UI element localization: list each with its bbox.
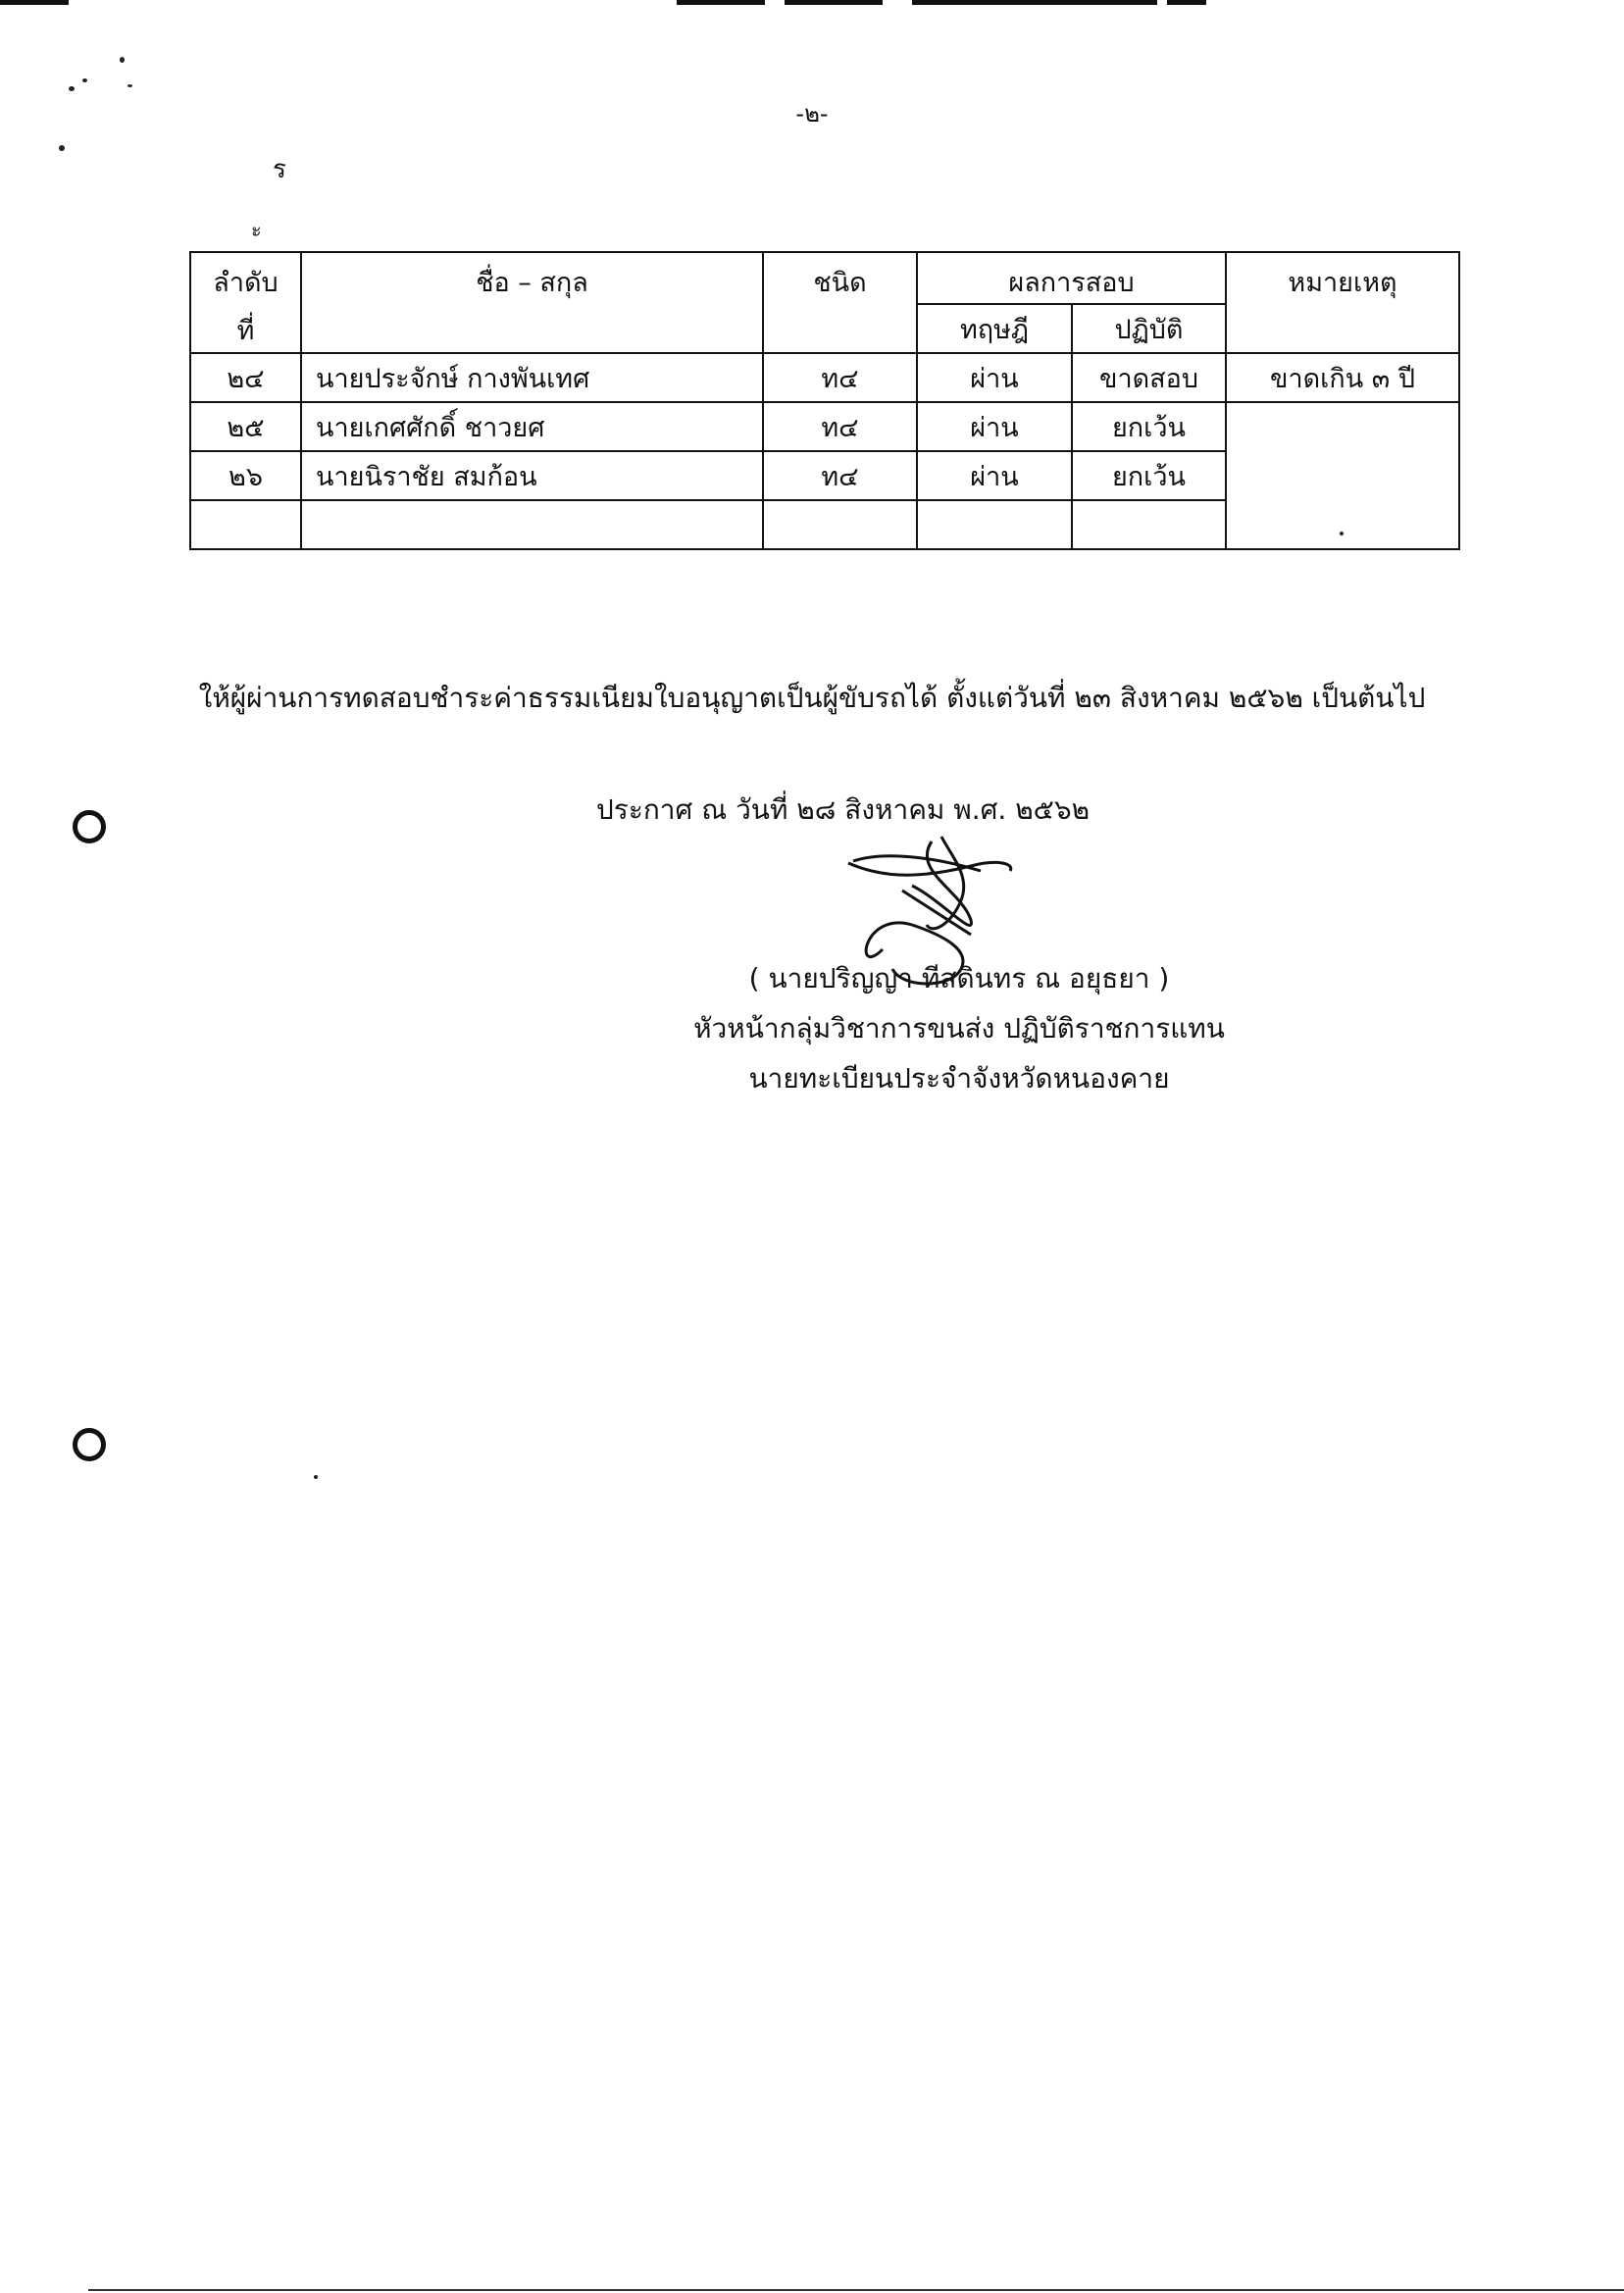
scan-speck [120,57,125,63]
cell-theory [917,500,1072,549]
announcement-date: ประกาศ ณ วันที่ ๒๘ สิงหาคม พ.ศ. ๒๕๖๒ [596,793,1091,826]
scan-speck [59,145,65,151]
cell-order: ๒๔ [190,353,301,402]
fee-notice: ให้ผู้ผ่านการทดสอบชำระค่าธรรมเนียมใบอนุญาตเป็นผู้ขับรถได้ ตั้งแต่วันที่ ๒๓ สิงหาคม ๒๕๖๒ เป็นต้นไป [198,682,1426,714]
header-order-line1: ลำดับ [213,268,279,298]
cell-name: นายนิราชัย สมก้อน [301,451,763,500]
header-result: ผลการสอบ [917,252,1226,304]
cell-order: ๒๕ [190,402,301,451]
cell-theory: ผ่าน [917,353,1072,402]
scan-speck [69,86,75,91]
scan-speck [82,78,87,82]
cell-remark [1226,402,1459,549]
header-name: ชื่อ – สกุล [301,252,763,353]
cell-type: ท๔ [763,353,917,402]
page-number: -๒- [795,100,829,127]
scan-speck [314,1475,318,1479]
punch-hole [73,1428,106,1461]
stray-mark: ะ [251,218,262,241]
signer-position: หัวหน้ากลุ่มวิชาการขนส่ง ปฏิบัติราชการแทน [693,1012,1225,1045]
cell-type [763,500,917,549]
header-practice: ปฏิบัติ [1072,304,1226,353]
header-order-line2: ที่ [236,316,255,346]
exam-results-table [189,251,1460,550]
cell-name: นายประจักษ์ กางพันเทศ [301,353,763,402]
cell-order [190,500,301,549]
signer-title: นายทะเบียนประจำจังหวัดหนองคาย [748,1062,1170,1095]
scan-top-edge [0,0,1624,6]
header-order [190,252,301,353]
cell-theory: ผ่าน [917,451,1072,500]
cell-practice: ยกเว้น [1072,451,1226,500]
cell-name [301,500,763,549]
stray-mark: ร [273,155,286,184]
scan-speck [127,84,132,87]
table-header-row [190,252,1459,304]
punch-hole [73,810,106,843]
cell-remark: ขาดเกิน ๓ ปี [1226,353,1459,402]
table-row [190,353,1459,402]
cell-practice: ขาดสอบ [1072,353,1226,402]
header-remark: หมายเหตุ [1226,252,1459,353]
signer-name: ( นายปริญญา ทีสดินทร ณ อยุธยา ) [748,962,1170,994]
cell-order: ๒๖ [190,451,301,500]
cell-practice: ยกเว้น [1072,402,1226,451]
header-type: ชนิด [763,252,917,353]
table-row [190,402,1459,451]
header-theory: ทฤษฎี [917,304,1072,353]
cell-theory: ผ่าน [917,402,1072,451]
cell-type: ท๔ [763,402,917,451]
cell-name: นายเกศศักดิ์ ชาวยศ [301,402,763,451]
cell-practice [1072,500,1226,549]
cell-type: ท๔ [763,451,917,500]
scan-bottom-edge [88,2289,1624,2291]
